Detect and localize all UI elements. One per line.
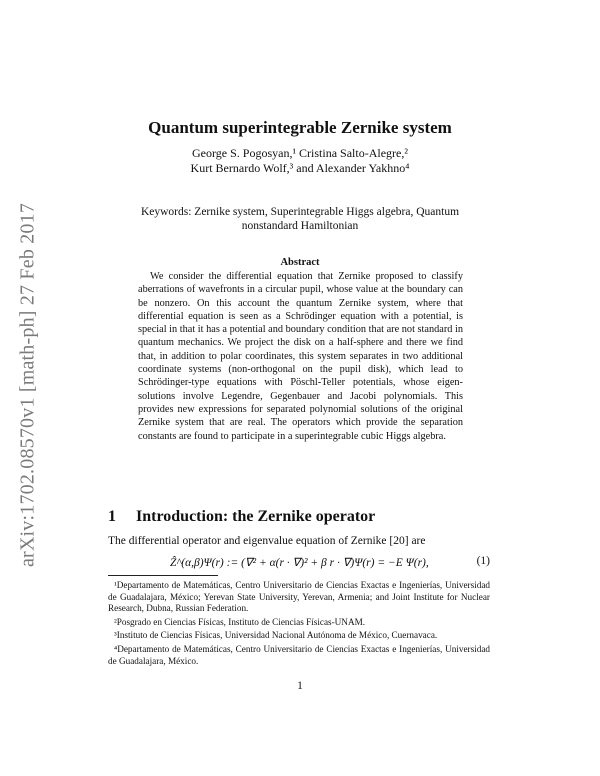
paper-title: Quantum superintegrable Zernike system (148, 118, 452, 137)
footnotes (108, 580, 490, 669)
author-line-1: George S. Pogosyan,¹ Cristina Salto-Alegre,² (192, 146, 408, 160)
author-list (0, 146, 600, 176)
section-number: 1 (108, 508, 116, 525)
abstract-heading: Abstract (280, 257, 320, 268)
abstract-body: We consider the differential equation that Zernike proposed to classify aberrations of wavefronts in a circular pupil, whose value at the boundary can be nonzero. On this account the quantum Zernike system, where that differential equation is seen as a Schrödinger equation with a potential, is special in that it has a potential and boundary condition that are not standard in quantum mechanics. We project the disk on a half-sphere and there we find that, in addition to polar coordinates, this system separates in two additional coordinate systems (non-orthogonal on the pupil disk), which lead to Schrödinger-type equations with Pöschl-Teller potentials, whose eigen-solutions involve Legendre, Gegenbauer and Jacobi polynomials. This provides new expressions for separated polynomial solutions of the original Zernike system that are real. The operators which provide the separation constants are found to participate in a superintegrable cubic Higgs algebra. (138, 271, 463, 442)
equation-number: (1) (476, 555, 490, 567)
section-heading (108, 508, 375, 526)
equation-1 (170, 555, 490, 569)
author-line-2: Kurt Bernardo Wolf,³ and Alexander Yakhno⁴ (190, 161, 410, 175)
footnote-4: ⁴Departamento de Matemáticas, Centro Universitario de Ciencias Exactas e Ingenierías, Universidad de Guadalajara, México. (108, 643, 490, 666)
equation-body: Ẑ^(α,β)Ψ(r) := (∇² + α(r · ∇)² + β r · ∇)Ψ(r) = −E Ψ(r), (170, 557, 429, 569)
footnote-1: ¹Departamento de Matemáticas, Centro Universitario de Ciencias Exactas e Ingenierías, Universidad de Guadalajara, México; Yerevan State University, Yerevan, Armenia; and Joint Institute for Nuclear Research, Dubna, Russian Federation. (108, 580, 490, 614)
footnote-rule (108, 575, 218, 576)
page-number: 1 (297, 680, 303, 692)
footnote-3: ³Instituto de Ciencias Físicas, Universidad Nacional Autónoma de México, Cuernavaca. (114, 630, 438, 641)
keywords: Keywords: Zernike system, Superintegrable Higgs algebra, Quantum nonstandard Hamiltonian (140, 206, 460, 232)
intro-paragraph: The differential operator and eigenvalue equation of Zernike [20] are (108, 535, 426, 547)
arxiv-stamp-text: arXiv:1702.08570v1 [math-ph] 27 Feb 2017 (16, 202, 39, 568)
arxiv-stamp (17, 180, 39, 590)
section-title: Introduction: the Zernike operator (136, 508, 376, 525)
footnote-2: ²Posgrado en Ciencias Físicas, Instituto de Ciencias Físicas-UNAM. (114, 616, 366, 627)
